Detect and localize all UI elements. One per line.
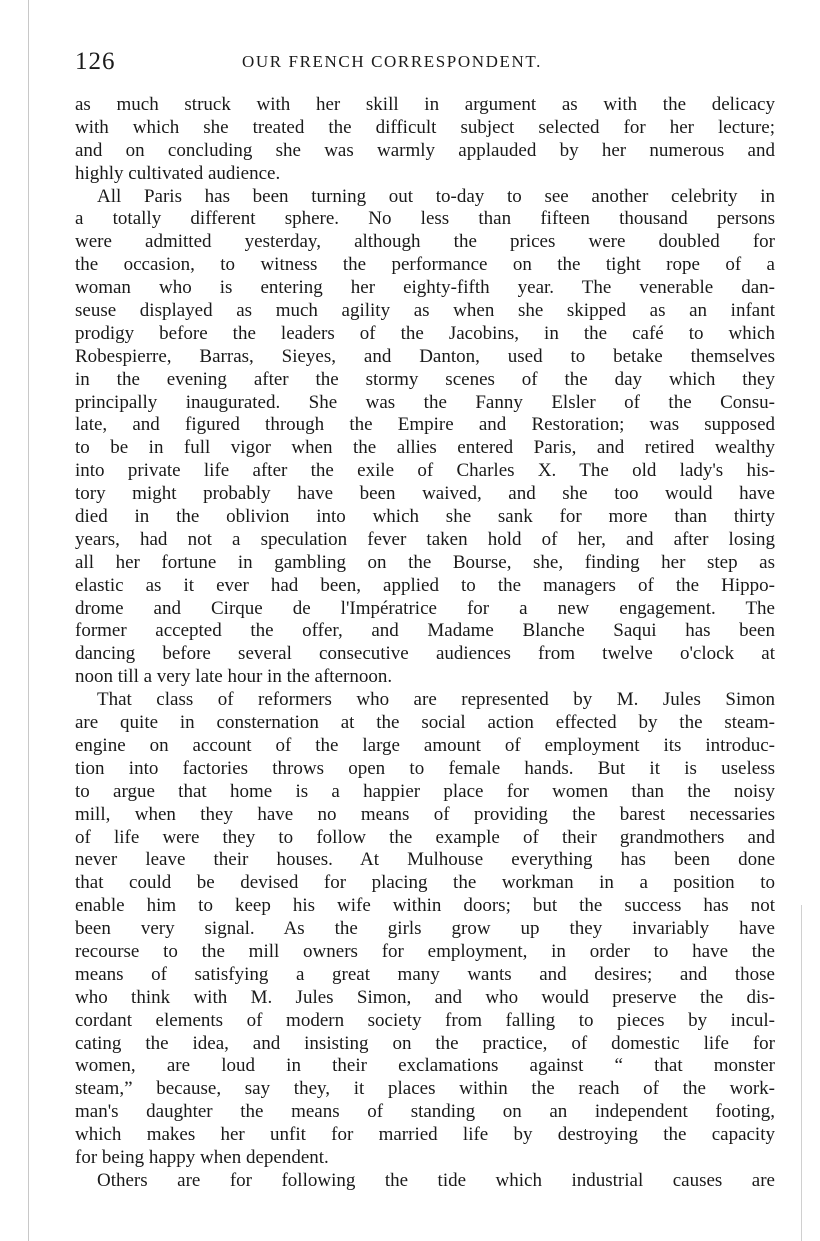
- text-line: that could be devised for placing the workman in a position to: [75, 872, 775, 894]
- text-line: been very signal. As the girls grow up they invariably have: [75, 918, 775, 940]
- text-line: principally inaugurated. She was the Fanny Elsler of the Consu-: [75, 391, 775, 413]
- text-line: steam,” because, say they, it places within the reach of the work-: [75, 1078, 775, 1100]
- text-line: years, had not a speculation fever taken hold of her, and after losing: [75, 528, 775, 550]
- text-line: mill, when they have no means of providing the barest necessaries: [75, 803, 775, 825]
- text-line: dancing before several consecutive audiences from twelve o'clock at: [75, 643, 775, 665]
- text-line: noon till a very late hour in the afternoon.: [75, 666, 393, 688]
- text-line: cordant elements of modern society from falling to pieces by incul-: [75, 1009, 775, 1031]
- text-line: a totally different sphere. No less than fifteen thousand persons: [75, 208, 775, 230]
- text-line: All Paris has been turning out to-day to see another celebrity in: [97, 185, 775, 207]
- text-line: Others are for following the tide which industrial causes are: [97, 1169, 775, 1191]
- text-line: of life were they to follow the example of their grandmothers and: [75, 826, 775, 848]
- page-header: [75, 42, 775, 82]
- text-line: enable him to keep his wife within doors; but the success has not: [75, 895, 775, 917]
- text-line: as much struck with her skill in argument as with the delicacy: [75, 94, 775, 115]
- text-line: for being happy when dependent.: [75, 1146, 329, 1168]
- text-line: tion into factories throws open to female hands. But it is useless: [75, 757, 775, 779]
- text-line: cating the idea, and insisting on the practice, of domestic life for: [75, 1032, 775, 1054]
- text-line: highly cultivated audience.: [75, 162, 281, 184]
- text-line: never leave their houses. At Mulhouse everything has been done: [75, 849, 775, 871]
- text-line: prodigy before the leaders of the Jacobins, in the café to which: [75, 322, 775, 344]
- gutter-rule: [28, 0, 29, 1241]
- text-line: woman who is entering her eighty-fifth year. The venerable dan-: [75, 277, 775, 299]
- text-line: in the evening after the stormy scenes of the day which they: [75, 368, 775, 390]
- text-line: engine on account of the large amount of employment its introduc-: [75, 734, 775, 756]
- text-line: into private life after the exile of Charles X. The old lady's his-: [75, 460, 775, 482]
- text-line: who think with M. Jules Simon, and who would preserve the dis-: [75, 986, 775, 1008]
- text-line: Robespierre, Barras, Sieyes, and Danton, used to betake themselves: [75, 345, 775, 367]
- text-line: to argue that home is a happier place for women than the noisy: [75, 780, 775, 802]
- page-number: 126: [75, 48, 116, 75]
- body-text: [75, 94, 775, 1193]
- text-line: and on concluding she was warmly applauded by her numerous and: [75, 139, 775, 161]
- text-line: which makes her unfit for married life by destroying the capacity: [75, 1124, 775, 1146]
- edge-rule: [801, 905, 802, 1241]
- text-line: seuse displayed as much agility as when she skipped as an infant: [75, 300, 775, 322]
- text-line: means of satisfying a great many wants and desires; and those: [75, 963, 775, 985]
- text-line: were admitted yesterday, although the prices were doubled for: [75, 231, 775, 253]
- text-line: women, are loud in their exclamations against “ that monster: [75, 1055, 775, 1077]
- text-line: all her fortune in gambling on the Bourse, she, finding her step as: [75, 551, 775, 573]
- text-line: died in the oblivion into which she sank for more than thirty: [75, 506, 775, 528]
- text-line: elastic as it ever had been, applied to the managers of the Hippo-: [75, 574, 775, 596]
- text-line: to be in full vigor when the allies entered Paris, and retired wealthy: [75, 437, 775, 459]
- text-line: tory might probably have been waived, and she too would have: [75, 483, 775, 505]
- text-line: are quite in consternation at the social action effected by the steam-: [75, 712, 775, 734]
- text-line: drome and Cirque de l'Impératrice for a new engagement. The: [75, 597, 775, 619]
- text-line: man's daughter the means of standing on an independent footing,: [75, 1101, 775, 1123]
- text-line: the occasion, to witness the performance on the tight rope of a: [75, 254, 775, 276]
- text-line: late, and figured through the Empire and Restoration; was supposed: [75, 414, 775, 436]
- text-line: That class of reformers who are represented by M. Jules Simon: [97, 689, 775, 711]
- running-title: OUR FRENCH CORRESPONDENT.: [242, 52, 542, 71]
- text-line: with which she treated the difficult subject selected for her lecture;: [75, 116, 775, 138]
- text-line: former accepted the offer, and Madame Blanche Saqui has been: [75, 620, 775, 642]
- text-line: recourse to the mill owners for employment, in order to have the: [75, 940, 775, 962]
